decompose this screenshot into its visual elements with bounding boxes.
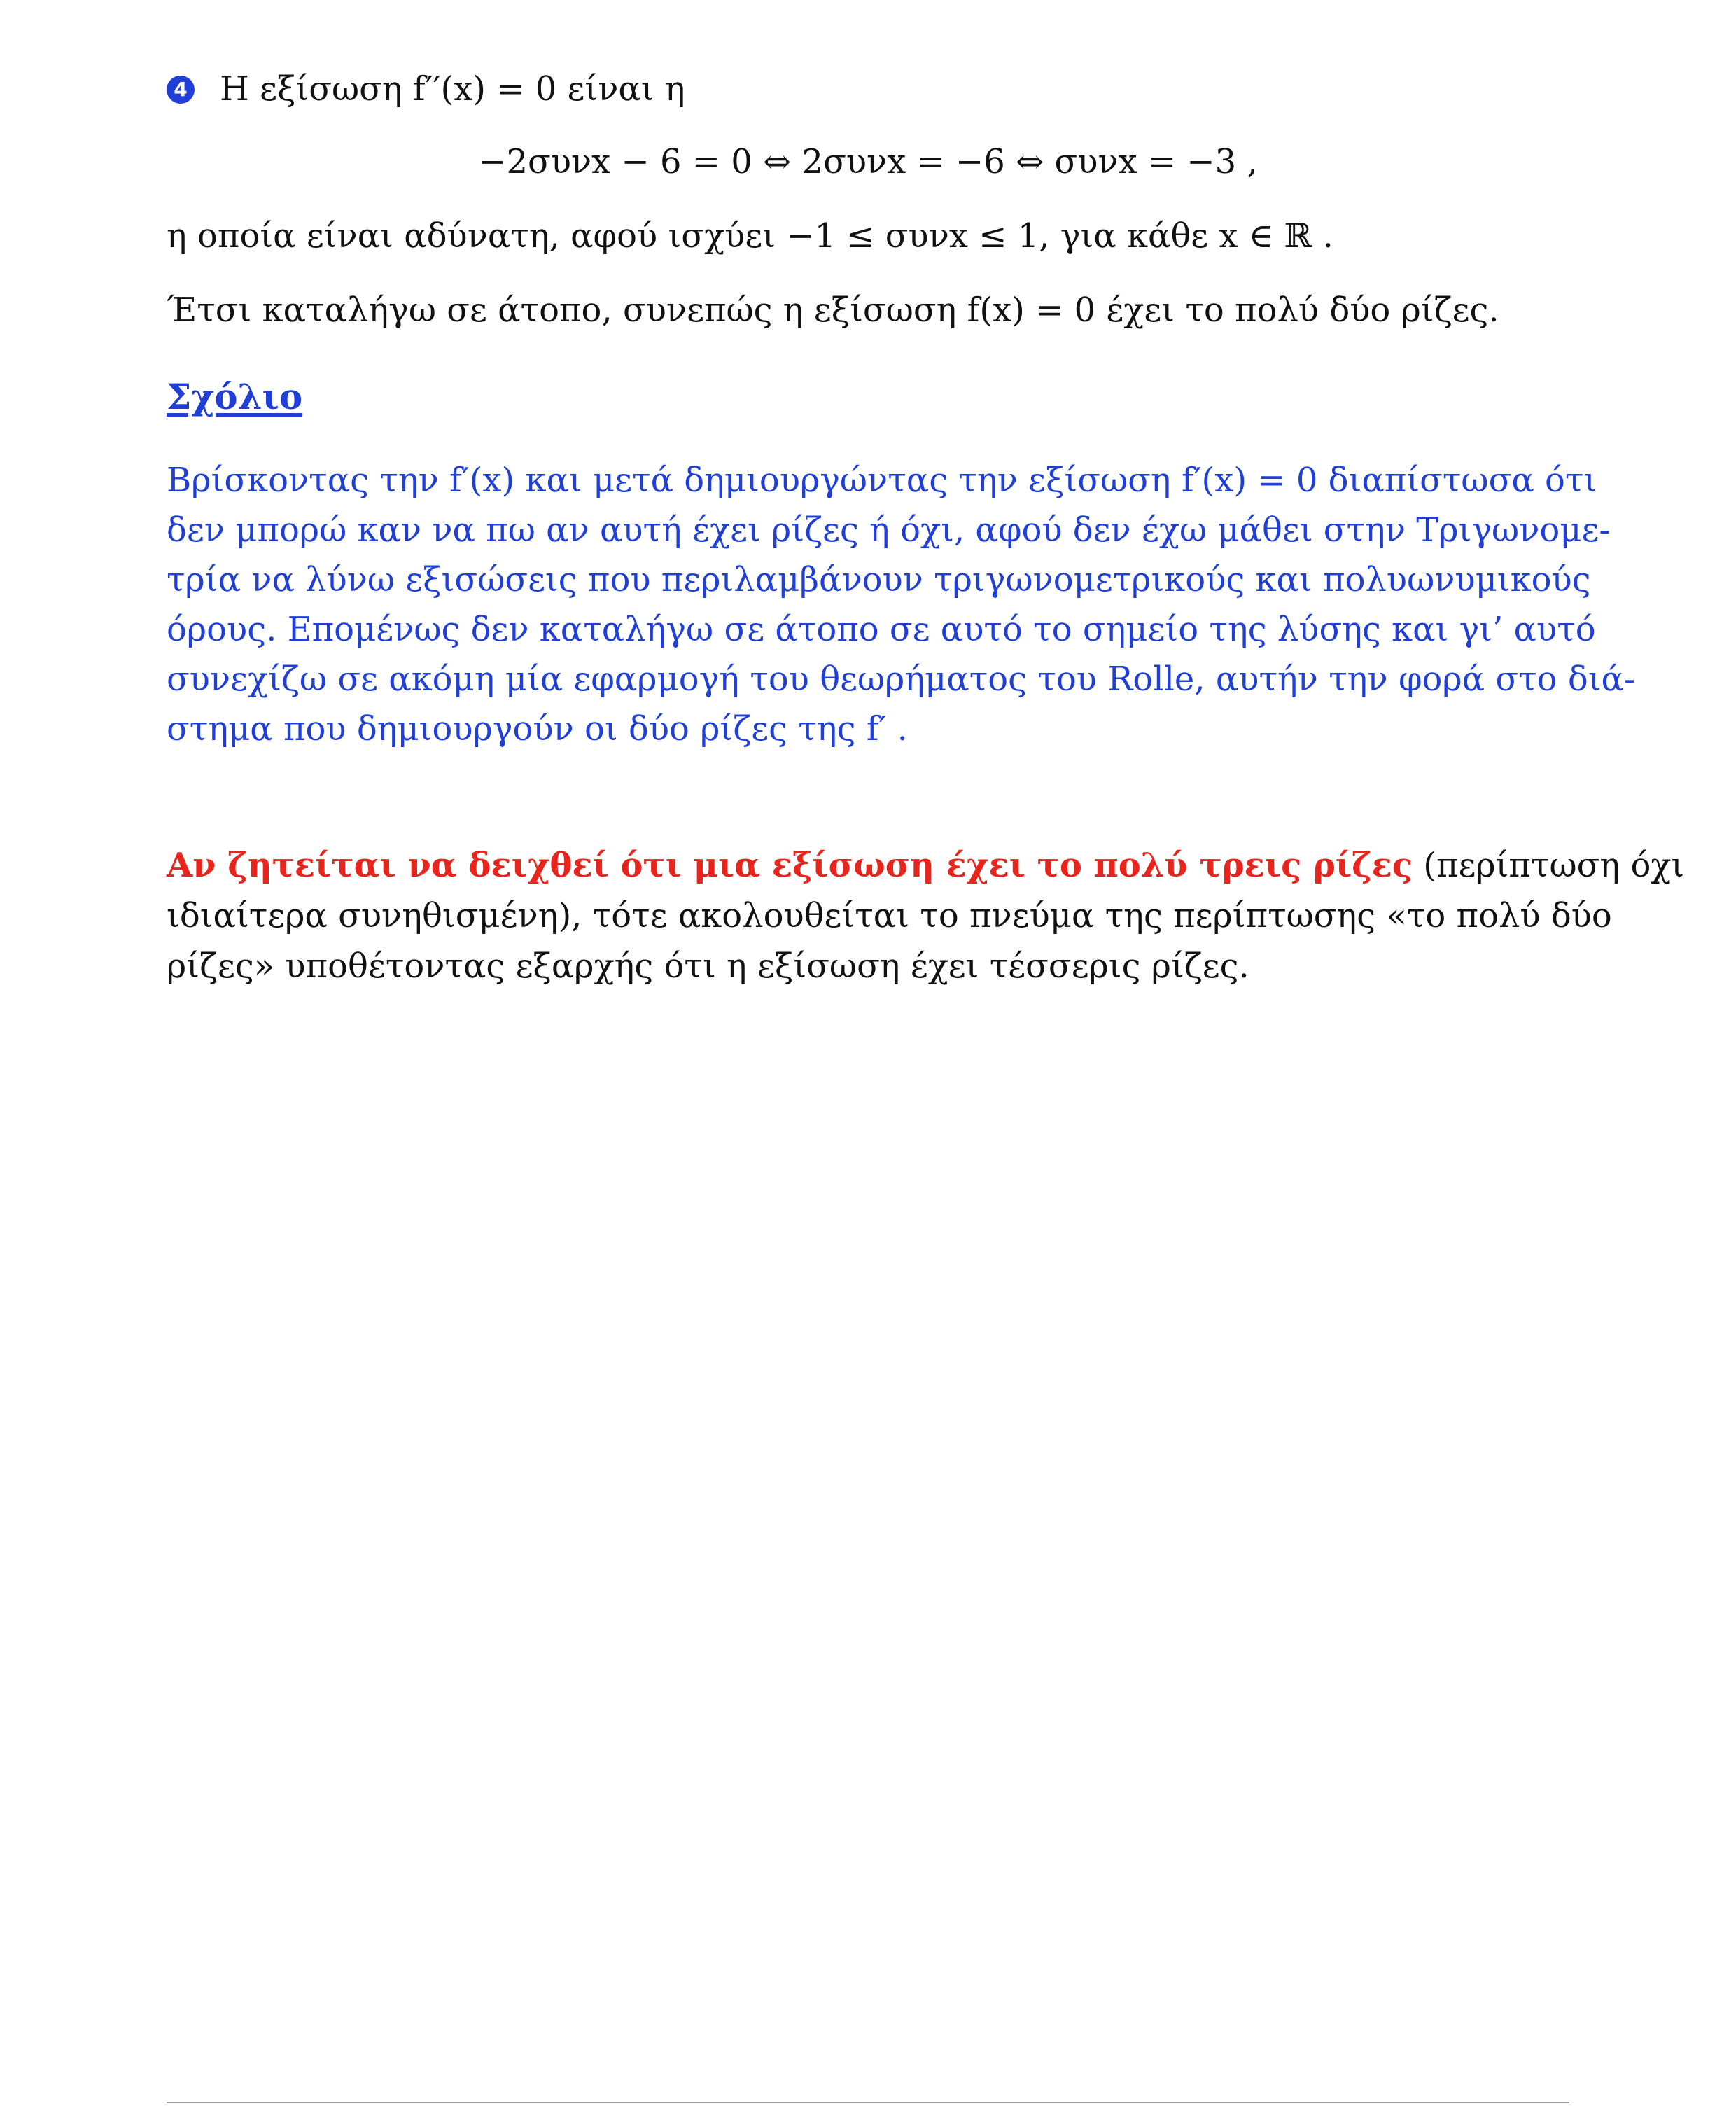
comment-line: συνεχίζω σε ακόμη μία εφαρμογή του θεωρήματος του Rolle, αυτήν την φορά στο διά- bbox=[167, 660, 1636, 699]
step-4-line bbox=[167, 64, 685, 113]
three-roots-note bbox=[167, 840, 1685, 991]
note-line-3: ρίζες» υποθέτοντας εξαρχής ότι η εξίσωση έχει τέσσερις ρίζες. bbox=[167, 947, 1250, 986]
display-equation: −2συνx − 6 = 0 ⇔ 2συνx = −6 ⇔ συνx = −3 , bbox=[478, 142, 1258, 181]
step-number-badge: 4 bbox=[167, 76, 195, 104]
footer-divider bbox=[167, 2102, 1569, 2103]
note-line-1 bbox=[167, 840, 1685, 891]
comment-line: Βρίσκοντας την f′(x) και μετά δημιουργώντας την εξίσωση f′(x) = 0 διαπίστωσα ότι bbox=[167, 461, 1597, 500]
comment-heading: Σχόλιο bbox=[167, 376, 303, 417]
comment-line: δεν μπορώ καν να πω αν αυτή έχει ρίζες ή όχι, αφού δεν έχω μάθει στην Τριγωνομε- bbox=[167, 510, 1611, 550]
step-text: Η εξίσωση f′′(x) = 0 είναι η bbox=[220, 69, 685, 109]
paragraph-conclusion: Έτσι καταλήγω σε άτοπο, συνεπώς η εξίσωση f(x) = 0 έχει το πολύ δύο ρίζες. bbox=[167, 291, 1499, 330]
highlighted-statement: Αν ζητείται να δειχθεί ότι μια εξίσωση έχει το πολύ τρεις ρίζες bbox=[167, 846, 1413, 885]
comment-line: στημα που δημιουργούν οι δύο ρίζες της f′ . bbox=[167, 709, 908, 748]
paragraph-impossible: η οποία είναι αδύνατη, αφού ισχύει −1 ≤ συνx ≤ 1, για κάθε x ∈ ℝ . bbox=[167, 216, 1334, 256]
comment-line: όρους. Επομένως δεν καταλήγω σε άτοπο σε αυτό το σημείο της λύσης και γι’ αυτό bbox=[167, 610, 1596, 649]
comment-paragraph bbox=[167, 456, 1636, 754]
comment-line: τρία να λύνω εξισώσεις που περιλαμβάνουν τριγωνομετρικούς και πολυωνυμικούς bbox=[167, 560, 1591, 599]
note-line-2: ιδιαίτερα συνηθισμένη), τότε ακολουθείται το πνεύμα της περίπτωσης «το πολύ δύο bbox=[167, 896, 1612, 935]
note-line-1-rest: (περίπτωση όχι bbox=[1412, 846, 1685, 885]
